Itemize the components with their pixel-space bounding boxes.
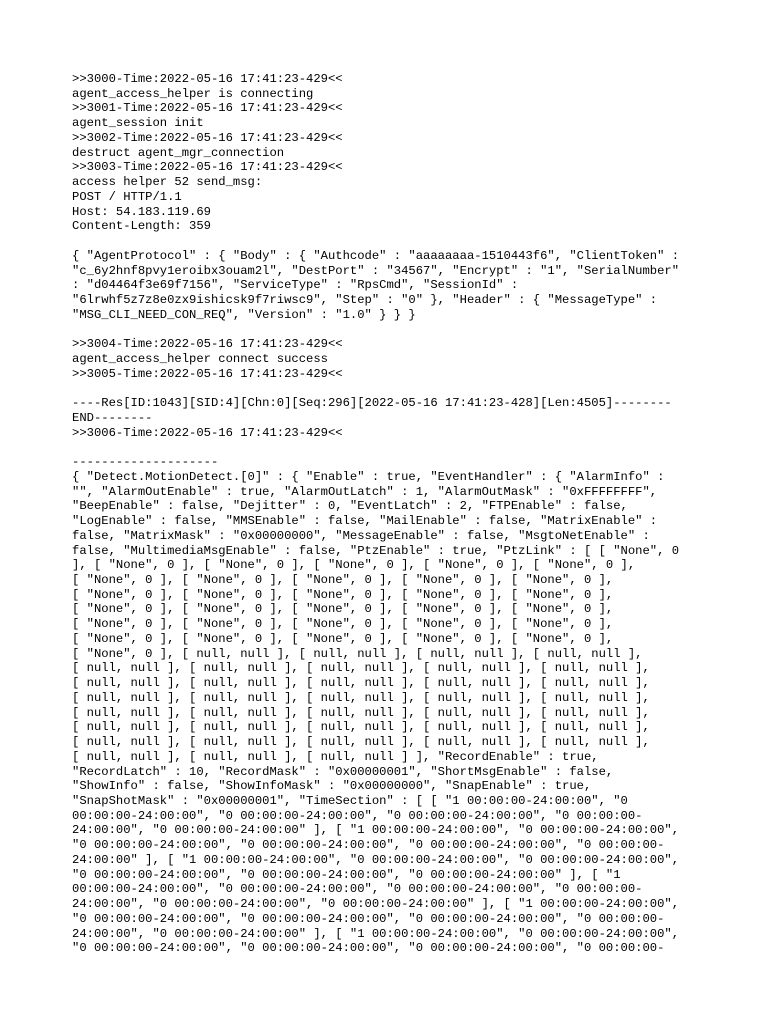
log-line: [ null, null ], [ null, null ], [ null, null ], [ null, null ], [ null, null ],: [72, 690, 650, 705]
log-line: "BeepEnable" : false, "Dejitter" : 0, "EventLatch" : 2, "FTPEnable" : false,: [72, 499, 628, 514]
log-line: "6lrwhf5z7z8e0zx9ishicsk9f7riwsc9", "Step" : "0" }, "Header" : { "MessageType" :: [72, 293, 658, 308]
log-line: agent_access_helper is connecting: [72, 86, 314, 101]
log-line: >>3004-Time:2022-05-16 17:41:23-429<<: [72, 337, 343, 352]
log-line: [ "None", 0 ], [ "None", 0 ], [ "None", 0 ], [ "None", 0 ], [ "None", 0 ],: [72, 602, 614, 617]
log-line: [ null, null ], [ null, null ], [ null, null ], [ null, null ], [ null, null ],: [72, 661, 650, 676]
log-line: POST / HTTP/1.1: [72, 189, 182, 204]
log-line: 24:00:00", "0 00:00:00-24:00:00" ], [ "1 00:00:00-24:00:00", "0 00:00:00-24:00:00",: [72, 926, 680, 941]
log-line: 24:00:00" ], [ "1 00:00:00-24:00:00", "0 00:00:00-24:00:00", "0 00:00:00-24:00:00",: [72, 852, 680, 867]
log-line: access helper 52 send_msg:: [72, 175, 263, 190]
log-line: >>3001-Time:2022-05-16 17:41:23-429<<: [72, 101, 343, 116]
log-line: { "AgentProtocol" : { "Body" : { "Authcode" : "aaaaaaaa-1510443f6", "ClientToken" :: [72, 248, 680, 263]
log-line: [ "None", 0 ], [ null, null ], [ null, null ], [ null, null ], [ null, null ],: [72, 646, 643, 661]
log-line: ], [ "None", 0 ], [ "None", 0 ], [ "None", 0 ], [ "None", 0 ], [ "None", 0 ],: [72, 558, 636, 573]
log-line: agent_access_helper connect success: [72, 351, 328, 366]
log-line: [ null, null ], [ null, null ], [ null, null ] ], "RecordEnable" : true,: [72, 749, 599, 764]
log-line: >>3000-Time:2022-05-16 17:41:23-429<<: [72, 72, 343, 86]
log-line: false, "MatrixMask" : "0x00000000", "MessageEnable" : false, "MsgtoNetEnable" :: [72, 528, 650, 543]
log-line: [ null, null ], [ null, null ], [ null, null ], [ null, null ], [ null, null ],: [72, 676, 650, 691]
log-line: 00:00:00-24:00:00", "0 00:00:00-24:00:00", "0 00:00:00-24:00:00", "0 00:00:00-: [72, 882, 643, 897]
log-line: "MSG_CLI_NEED_CON_REQ", "Version" : "1.0" } } }: [72, 307, 416, 322]
log-text-block: [72, 72, 679, 956]
log-line: "RecordLatch" : 10, "RecordMask" : "0x00000001", "ShortMsgEnable" : false,: [72, 764, 614, 779]
log-line: { "Detect.MotionDetect.[0]" : { "Enable" : true, "EventHandler" : { "AlarmInfo" :: [72, 469, 665, 484]
log-line: [ null, null ], [ null, null ], [ null, null ], [ null, null ], [ null, null ],: [72, 735, 650, 750]
log-line: END--------: [72, 410, 153, 425]
log-line: Host: 54.183.119.69: [72, 204, 211, 219]
log-line: ----Res[ID:1043][SID:4][Chn:0][Seq:296][2022-05-16 17:41:23-428][Len:4505]--------: [72, 396, 672, 411]
log-line: >>3002-Time:2022-05-16 17:41:23-429<<: [72, 130, 343, 145]
log-line: destruct agent_mgr_connection: [72, 145, 285, 160]
log-line: "LogEnable" : false, "MMSEnable" : false, "MailEnable" : false, "MatrixEnable" :: [72, 514, 658, 529]
log-line: 24:00:00", "0 00:00:00-24:00:00" ], [ "1 00:00:00-24:00:00", "0 00:00:00-24:00:00",: [72, 823, 680, 838]
log-line: "ShowInfo" : false, "ShowInfoMask" : "0x00000000", "SnapEnable" : true,: [72, 779, 592, 794]
log-line: "", "AlarmOutEnable" : true, "AlarmOutLatch" : 1, "AlarmOutMask" : "0xFFFFFFFF",: [72, 484, 658, 499]
log-line: 24:00:00", "0 00:00:00-24:00:00", "0 00:00:00-24:00:00" ], [ "1 00:00:00-24:00:00",: [72, 897, 680, 912]
log-line: [ "None", 0 ], [ "None", 0 ], [ "None", 0 ], [ "None", 0 ], [ "None", 0 ],: [72, 587, 614, 602]
log-line: "0 00:00:00-24:00:00", "0 00:00:00-24:00:00", "0 00:00:00-24:00:00", "0 00:00:00-: [72, 941, 665, 956]
log-line: >>3006-Time:2022-05-16 17:41:23-429<<: [72, 425, 343, 440]
log-line: [ "None", 0 ], [ "None", 0 ], [ "None", 0 ], [ "None", 0 ], [ "None", 0 ],: [72, 617, 614, 632]
log-line: "0 00:00:00-24:00:00", "0 00:00:00-24:00:00", "0 00:00:00-24:00:00" ], [ "1: [72, 867, 621, 882]
log-line: false, "MultimediaMsgEnable" : false, "PtzEnable" : true, "PtzLink" : [ [ "None", 0: [72, 543, 680, 558]
log-line: "0 00:00:00-24:00:00", "0 00:00:00-24:00:00", "0 00:00:00-24:00:00", "0 00:00:00-: [72, 838, 665, 853]
log-line: >>3003-Time:2022-05-16 17:41:23-429<<: [72, 160, 343, 175]
log-line: --------------------: [72, 455, 219, 470]
log-line: "c_6y2hnf8pvy1eroibx3ouam2l", "DestPort" : "34567", "Encrypt" : "1", "SerialNumber": [72, 263, 680, 278]
log-line: : "d04464f3e69f7156", "ServiceType" : "RpsCmd", "SessionId" :: [72, 278, 519, 293]
log-line: [ "None", 0 ], [ "None", 0 ], [ "None", 0 ], [ "None", 0 ], [ "None", 0 ],: [72, 631, 614, 646]
log-line: "0 00:00:00-24:00:00", "0 00:00:00-24:00:00", "0 00:00:00-24:00:00", "0 00:00:00-: [72, 911, 665, 926]
log-line: >>3005-Time:2022-05-16 17:41:23-429<<: [72, 366, 343, 381]
log-line: Content-Length: 359: [72, 219, 211, 234]
log-line: 00:00:00-24:00:00", "0 00:00:00-24:00:00", "0 00:00:00-24:00:00", "0 00:00:00-: [72, 808, 643, 823]
log-line: [ null, null ], [ null, null ], [ null, null ], [ null, null ], [ null, null ],: [72, 705, 650, 720]
log-line: [ null, null ], [ null, null ], [ null, null ], [ null, null ], [ null, null ],: [72, 720, 650, 735]
log-line: "SnapShotMask" : "0x00000001", "TimeSection" : [ [ "1 00:00:00-24:00:00", "0: [72, 793, 628, 808]
log-line: agent_session init: [72, 116, 204, 131]
log-line: [ "None", 0 ], [ "None", 0 ], [ "None", 0 ], [ "None", 0 ], [ "None", 0 ],: [72, 572, 614, 587]
